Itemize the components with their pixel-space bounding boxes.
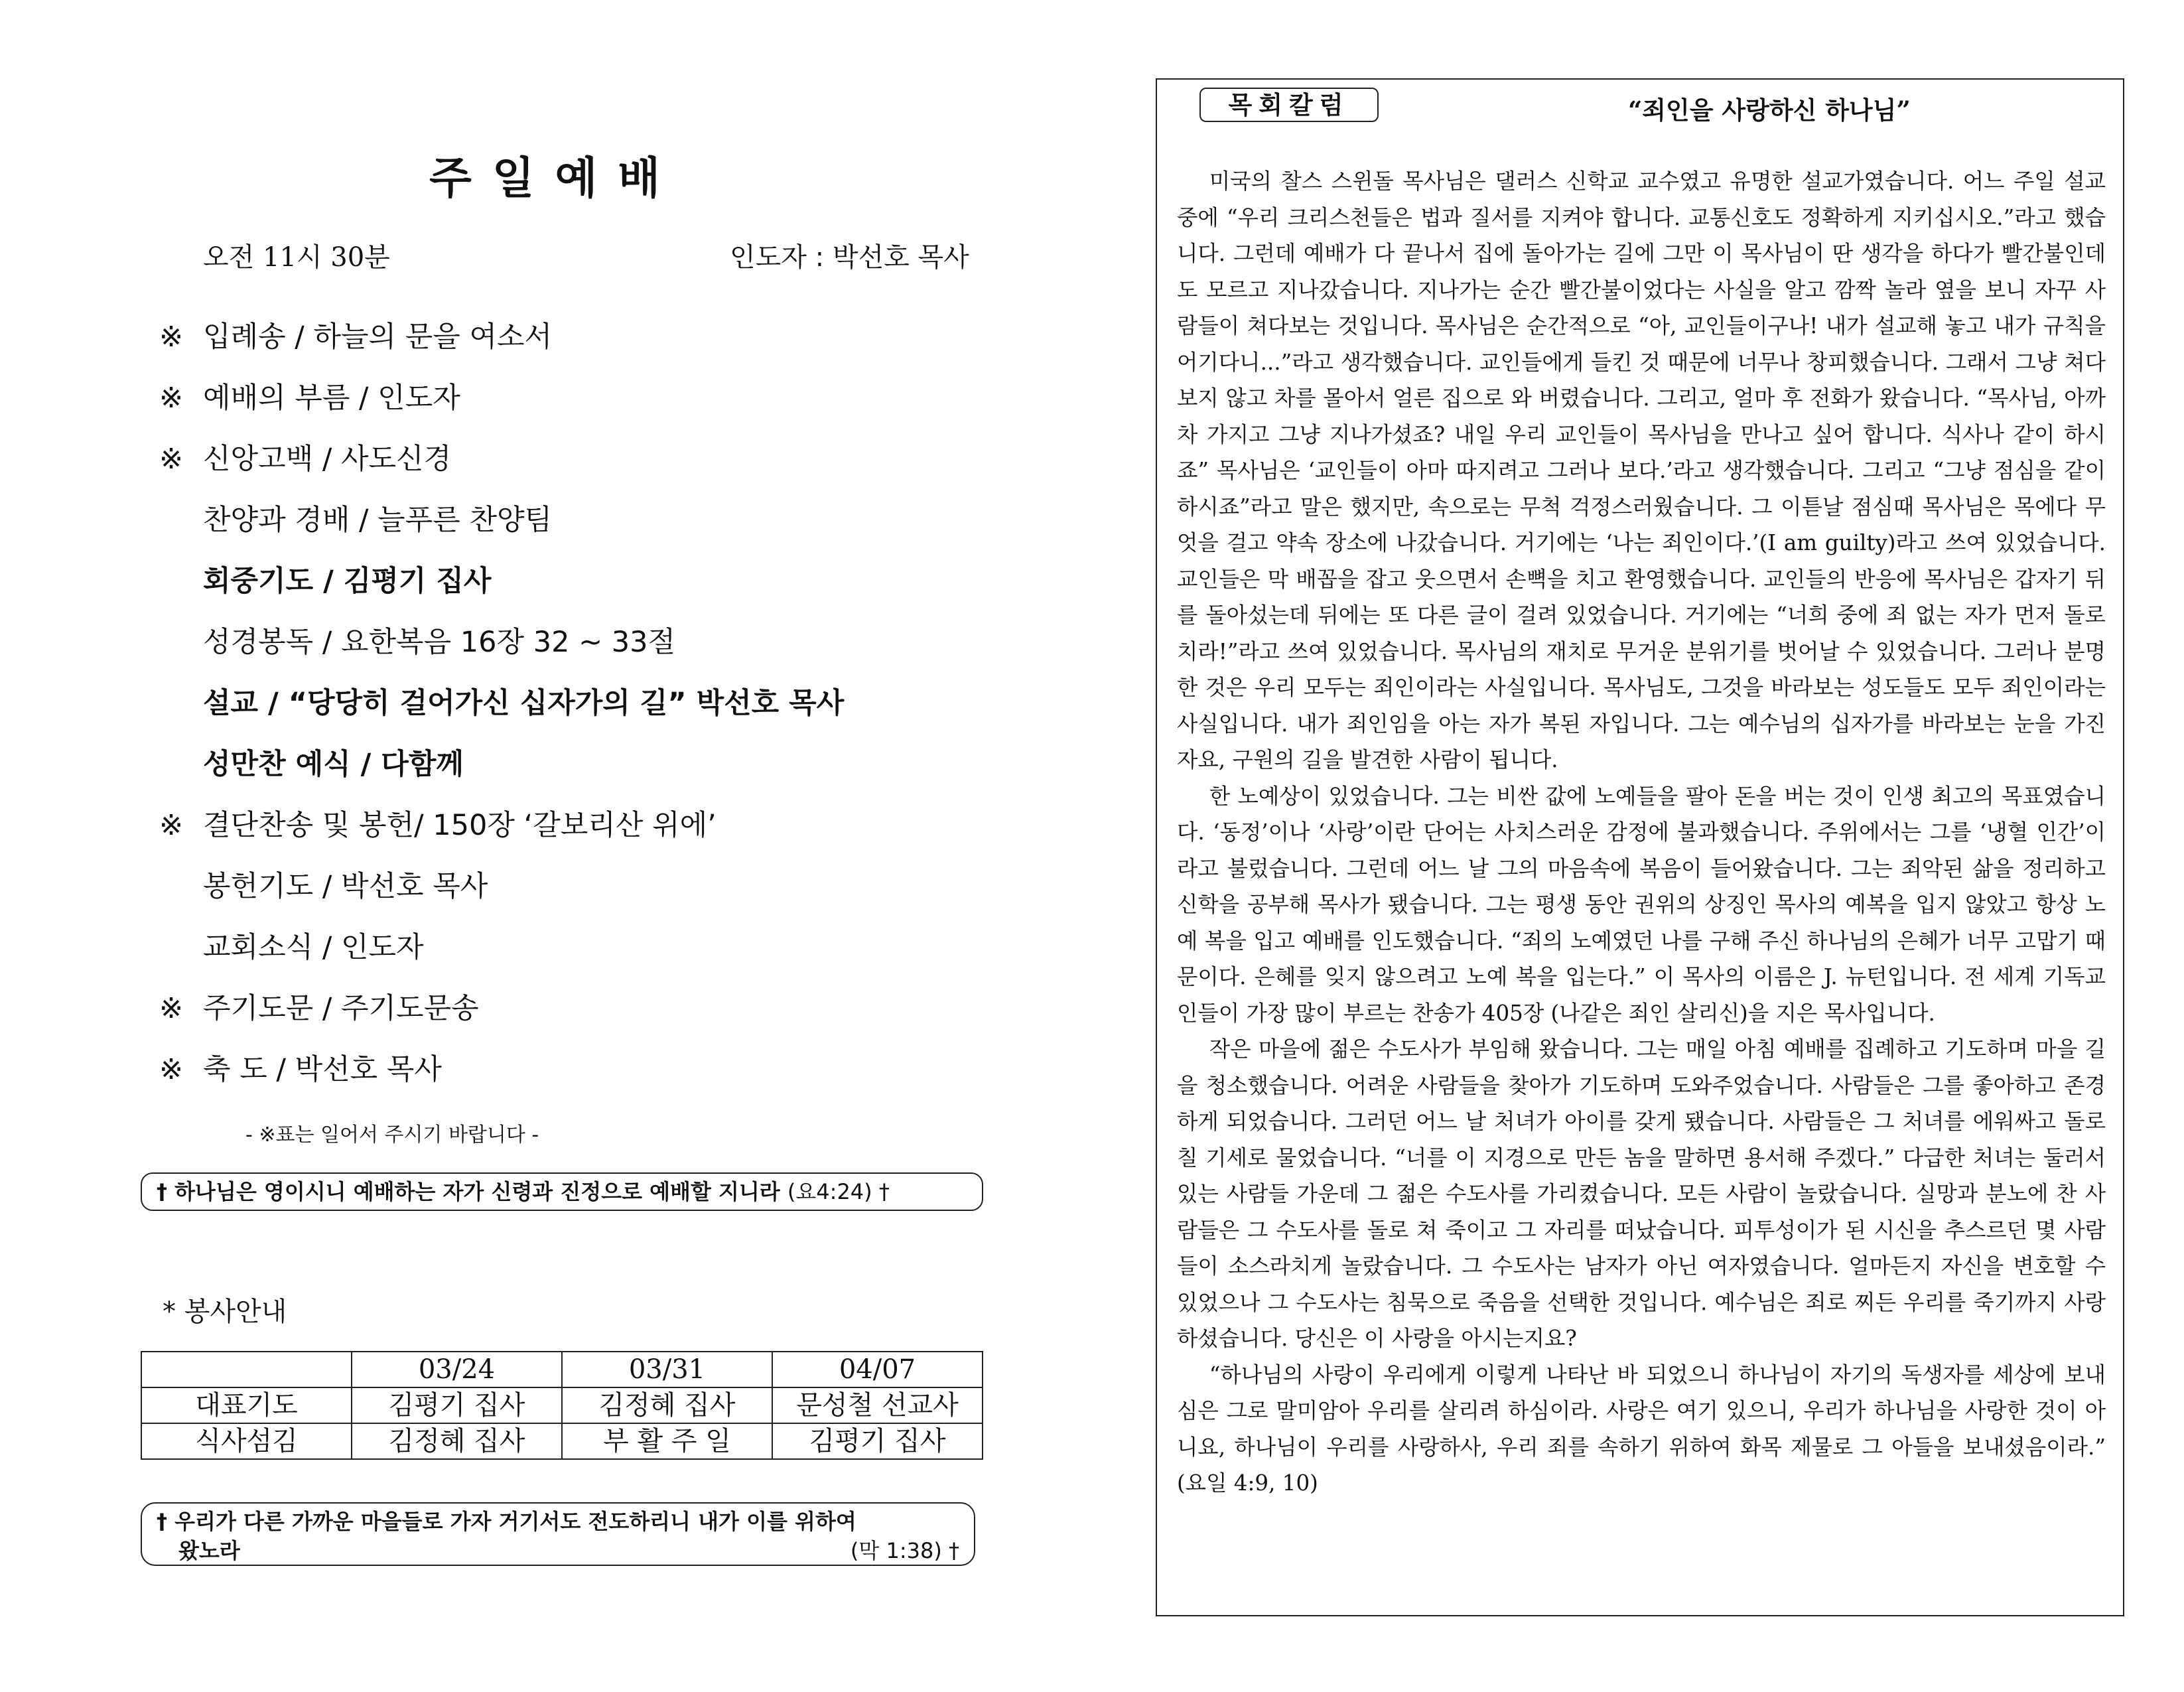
- stand-mark: ※: [159, 320, 184, 354]
- column-paragraph: “하나님의 사랑이 우리에게 이렇게 나타난 바 되었으니 하나님이 자기의 독생자를 세상에 보내심은 그로 말미암아 우리를 살리려 하심이라. 사랑은 여기 있으니, 우리가 하나님을 사랑한 것이 아니요, 하나님이 우리를 사랑하사, 우리 죄를 속하기 위하여 화목 제물로 그 아들을 보내셨음이라.” (요일 4:9, 10): [1177, 1362, 2106, 1496]
- order-item: [159, 744, 1022, 806]
- order-item-text: 봉헌기도 / 박선호 목사: [203, 870, 488, 903]
- order-item: [159, 317, 1022, 378]
- table-header-cell: 03/24: [352, 1352, 562, 1387]
- stand-mark: ※: [159, 992, 184, 1025]
- table-row: [141, 1387, 983, 1423]
- order-item: [159, 806, 1022, 867]
- stand-mark: ※: [159, 443, 184, 476]
- order-item-text: 주기도문 / 주기도문송: [203, 992, 479, 1025]
- stand-mark: ※: [159, 1053, 184, 1086]
- order-item-text: 축 도 / 박선호 목사: [203, 1053, 442, 1086]
- column-paragraph: 작은 마을에 젊은 수도사가 부임해 왔습니다. 그는 매일 아침 예배를 집례하고 기도하며 마을 길을 청소했습니다. 어려운 사람들을 찾아가 기도하며 도와주었습니다. 사람들은 그를 좋아하고 존경하게 되었습니다. 그러던 어느 날 처녀가 아이를 갖게 됐습니다. 사람들은 그 처녀를 에워싸고 돌로 칠 기세로 물었습니다. “너를 이 지경으로 만든 놈을 말하면 용서해 주겠다.” 다급한 처녀는 둘러서 있는 사람들 가운데 그 젊은 수도사를 가리켰습니다. 모든 사람이 놀랐습니다. 실망과 분노에 찬 사람들은 그 수도사를 돌로 쳐 죽이고 그 자리를 떠났습니다. 피투성이가 된 시신을 추스르던 몇 사람들이 소스라치게 놀랐습니다. 그 수도사는 남자가 아닌 여자였습니다. 얼마든지 자신을 변호할 수 있었으나 그 수도사는 침묵으로 죽음을 선택한 것입니다. 예수님은 죄로 찌든 우리를 죽기까지 사랑하셨습니다. 당신은 이 사랑을 아시는지요?: [1177, 1036, 2106, 1351]
- table-cell: 김정혜 집사: [352, 1423, 562, 1459]
- order-of-worship: [159, 317, 1022, 1111]
- service-time: 오전 11시 30분: [203, 242, 390, 273]
- order-item: [159, 561, 1022, 622]
- table-cell: 김평기 집사: [772, 1423, 983, 1459]
- order-item-text: 성만찬 예식 / 다함께: [203, 748, 464, 781]
- order-item: [159, 622, 1022, 683]
- column-title: “죄인을 사랑하신 하나님”: [1628, 96, 1911, 125]
- verse-ref: (요4:24) †: [787, 1179, 890, 1204]
- order-item: [159, 500, 1022, 561]
- verse-text: † 하나님은 영이시니 예배하는 자가 신령과 진정으로 예배할 지니라: [157, 1179, 780, 1204]
- column-label: 목회칼럼: [1199, 88, 1379, 122]
- order-item: [159, 1050, 1022, 1111]
- order-item-text: 회중기도 / 김평기 집사: [203, 565, 492, 598]
- order-item-text: 성경봉독 / 요한복음 16장 32 ~ 33절: [203, 626, 676, 659]
- verse-line-2: 왔노라: [178, 1538, 240, 1563]
- verse-box-top: [141, 1172, 983, 1211]
- table-header-cell: 04/07: [772, 1352, 983, 1387]
- order-item: [159, 378, 1022, 439]
- column-paragraph: 미국의 찰스 스윈돌 목사님은 댈러스 신학교 교수였고 유명한 설교가였습니다. 어느 주일 설교 중에 “우리 크리스천들은 법과 질서를 지켜야 합니다. 교통신호도 정확하게 지키십시오.”라고 했습니다. 그런데 예배가 다 끝나서 집에 돌아가는 길에 그만 이 목사님이 딴 생각을 하다가 빨간불인데도 모르고 지나갔습니다. 지나가는 순간 빨간불이었다는 사실을 알고 깜짝 놀라 옆을 보니 자꾸 사람들이 쳐다보는 것입니다. 목사님은 순간적으로 “아, 교인들이구나! 내가 설교해 놓고 내가 규칙을 어기다니...”라고 생각했습니다. 교인들에게 들킨 것 때문에 너무나 창피했습니다. 그래서 그냥 쳐다보지 않고 차를 몰아서 얼른 집으로 와 버렸습니다. 그리고, 얼마 후 전화가 왔습니다. “목사님, 아까 차 가지고 그냥 지나가셨죠? 내일 우리 교인들이 목사님을 만나고 싶어 합니다. 식사나 같이 하시죠” 목사님은 ‘교인들이 아마 따지려고 그러나 보다.’라고 생각했습니다. 그리고 “그냥 점심을 같이 하시죠”라고 말은 했지만, 속으로는 무척 걱정스러웠습니다. 그 이튿날 점심때 목사님은 목에다 무엇을 걸고 약속 장소에 나갔습니다. 거기에는 ‘나는 죄인이다.’(I am guilty)라고 쓰여 있었습니다. 교인들은 막 배꼽을 잡고 웃으면서 손뼉을 치고 환영했습니다. 교인들의 반응에 목사님은 갑자기 뒤를 돌아섰는데 뒤에는 또 다른 글이 걸려 있었습니다. 거기에는 “너희 중에 죄 없는 자가 먼저 돌로 치라!”라고 쓰여 있었습니다. 목사님의 재치로 무거운 분위기를 벗어날 수 있었습니다. 그러나 분명한 것은 우리 모두는 죄인이라는 사실입니다. 목사님도, 그것을 바라보는 성도들도 모두 죄인이라는 사실입니다. 내가 죄인임을 아는 자가 복된 자입니다. 그는 예수님의 십자가를 바라보는 눈을 가진 자요, 구원의 길을 발견한 사람이 됩니다.: [1177, 169, 2106, 772]
- table-row: [141, 1423, 983, 1459]
- table-header-row: [141, 1352, 983, 1387]
- table-cell: 김정혜 집사: [562, 1387, 772, 1423]
- order-item-text: 입례송 / 하늘의 문을 여소서: [203, 320, 553, 354]
- order-item-text: 설교 / “당당히 걸어가신 십자가의 길” 박선호 목사: [203, 687, 845, 720]
- column-body: [1177, 163, 2106, 1502]
- column-paragraph: 한 노예상이 있었습니다. 그는 비싼 값에 노예들을 팔아 돈을 버는 것이 인생 최고의 목표였습니다. ‘동정’이나 ‘사랑’이란 단어는 사치스러운 감정에 불과했습니다. 주위에서는 그를 ‘냉혈 인간’이라고 불렀습니다. 그런데 어느 날 그의 마음속에 복음이 들어왔습니다. 그는 죄악된 삶을 정리하고 신학을 공부해 목사가 됐습니다. 그는 평생 동안 권위의 상징인 목사의 예복을 입지 않았고 항상 노예 복을 입고 예배를 인도했습니다. “죄의 노예였던 나를 구해 주신 하나님의 은혜가 너무 고맙기 때문이다. 은혜를 잊지 않으려고 노예 복을 입는다.” 이 목사의 이름은 J. 뉴턴입니다. 전 세계 기독교인들이 가장 많이 부르는 찬송가 405장 (나같은 죄인 살리신)을 지은 목사입니다.: [1177, 783, 2106, 1026]
- order-item-text: 예배의 부름 / 인도자: [203, 382, 460, 415]
- order-item-text: 결단찬송 및 봉헌/ 150장 ‘갈보리산 위에’: [203, 809, 717, 842]
- order-item-text: 신앙고백 / 사도신경: [203, 443, 452, 476]
- order-item: [159, 928, 1022, 989]
- standing-note: - ※표는 일어서 주시기 바랍니다 -: [245, 1123, 539, 1147]
- order-item-text: 교회소식 / 인도자: [203, 931, 424, 964]
- order-item: [159, 683, 1022, 744]
- verse-line-1: † 우리가 다른 가까운 마을들로 가자 거기서도 전도하리니 내가 이를 위하여: [157, 1509, 856, 1534]
- table-header-cell: 03/31: [562, 1352, 772, 1387]
- order-item: [159, 439, 1022, 500]
- table-cell: 부 활 주 일: [562, 1423, 772, 1459]
- page-title: 주 일 예 배: [429, 152, 663, 204]
- service-guide-title: * 봉사안내: [163, 1297, 287, 1327]
- table-cell: 김평기 집사: [352, 1387, 562, 1423]
- right-page: [1092, 0, 2184, 1692]
- stand-mark: ※: [159, 809, 184, 842]
- order-item: [159, 989, 1022, 1050]
- pastoral-column: [1156, 78, 2124, 1616]
- table-cell: 대표기도: [141, 1387, 352, 1423]
- table-cell: 문성철 선교사: [772, 1387, 983, 1423]
- verse-ref: (막 1:38) †: [850, 1538, 959, 1563]
- order-item: [159, 867, 1022, 928]
- verse-box-bottom: [141, 1502, 975, 1566]
- service-guide-table: [141, 1351, 983, 1460]
- order-item-text: 찬양과 경배 / 늘푸른 찬양팀: [203, 504, 553, 537]
- table-cell: 식사섬김: [141, 1423, 352, 1459]
- service-leader: 인도자 : 박선호 목사: [730, 242, 969, 273]
- stand-mark: ※: [159, 382, 184, 415]
- table-header-cell: [141, 1352, 352, 1387]
